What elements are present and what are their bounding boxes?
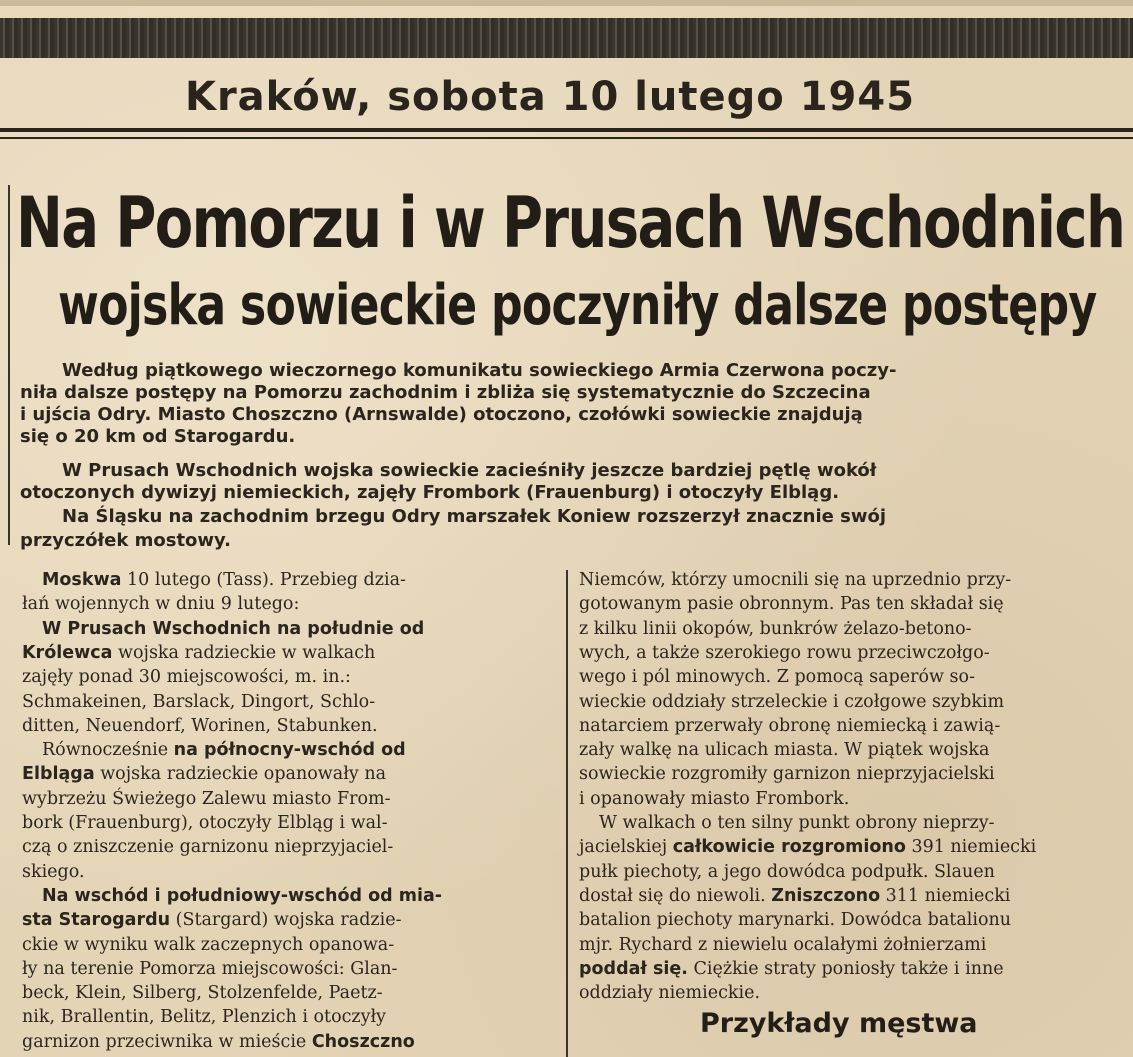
dateline: Kraków, sobota 10 lutego 1945 — [184, 74, 916, 120]
left-column-line — [42, 884, 442, 908]
left-column-line: łań wojennych w dniu 9 lutego: — [22, 594, 300, 615]
lead-line: niła dalsze postępy na Pomorzu zachodnim i zbliża się systematycznie do Szczecina — [20, 382, 871, 403]
bold-phrase: sta Starogardu — [22, 910, 171, 931]
bold-phrase: Elbląga — [22, 764, 95, 785]
right-column-line: natarciem przerwały obronę niemiecką i zawią- — [579, 715, 1001, 736]
right-column-line: z kilku linii okopów, bunkrów żelazo-betono- — [579, 618, 972, 639]
bold-phrase: W Prusach Wschodnich na południe od — [42, 618, 425, 639]
right-column-line: Niemców, którzy umocnili się na uprzednio przy- — [579, 570, 1012, 590]
right-column-line: mjr. Rychard z niewielu ocalałymi żołnierzami — [579, 934, 987, 955]
right-column-line: pułk piechoty, a jego dowódca podpułk. Slauen — [579, 861, 995, 882]
left-column-line: Moskwa 10 lutego (Tass). Przebieg dzia- — [42, 570, 406, 590]
right-column-line: gotowanym pasie obronnym. Pas ten składał się — [579, 594, 1004, 615]
headline-sub: wojska sowieckie poczyniły dalsze postępy — [58, 273, 1097, 338]
double-rule-bottom — [0, 137, 1133, 139]
right-column-line: batalion piechoty marynarki. Dowódca batalionu — [579, 910, 1012, 931]
right-column-line: wego i pól minowych. Z pomocą saperów so- — [579, 667, 975, 688]
bold-phrase: na północny-wschód od — [173, 740, 406, 761]
left-column-line: ditten, Neuendorf, Worinen, Stabunken. — [22, 715, 378, 736]
left-column-line: Równocześnie na północny-wschód od — [42, 740, 406, 761]
bold-phrase: Królewca — [22, 642, 113, 663]
bold-phrase: całkowicie rozgromiono — [672, 837, 906, 858]
left-column-line: sta Starogardu (Stargard) wojska radzie- — [22, 910, 402, 931]
right-column-line: wieckie oddziały strzeleckie i czołgowe szybkim — [579, 691, 1005, 712]
lead-line: i ujścia Odry. Miasto Choszczno (Arnswalde) otoczono, czołówki sowieckie znajdują — [20, 404, 863, 425]
right-column-line: dostał się do niewoli. Zniszczono 311 niemiecki — [579, 885, 1011, 906]
left-column-line — [42, 617, 424, 641]
left-column-line: Schmakeinen, Barslack, Dingort, Schlo- — [22, 691, 376, 712]
right-column-line: wych, a także szerokiego rowu przeciwczołgo- — [579, 642, 990, 663]
left-column-line: zajęły ponad 30 miejscowości, m. in.: — [22, 667, 351, 688]
lead-line: się o 20 km od Starogardu. — [20, 426, 296, 447]
lead-line: Według piątkowego wieczornego komunikatu sowieckiego Armia Czerwona poczy- — [62, 360, 897, 381]
column-divider — [566, 570, 568, 1057]
lead-line: przyczółek mostowy. — [20, 530, 231, 551]
left-column-line: bork (Frauenburg), otoczyły Elbląg i wal- — [22, 813, 388, 833]
masthead-band — [0, 18, 1133, 58]
right-column-line: poddał się. Ciężkie straty poniosły także i inne — [579, 958, 1004, 979]
lead-line: Na Śląsku na zachodnim brzegu Odry marszałek Koniew rozszerzył znacznie swój — [62, 506, 886, 527]
bold-phrase: Na wschód i południowy-wschód od mia- — [42, 885, 443, 906]
left-column-line: Elbląga wojska radzieckie opanowały na — [22, 764, 387, 785]
article-border — [8, 185, 10, 545]
left-column-line: ckie w wyniku walk zaczepnych opanowa- — [22, 934, 395, 955]
section-subheading: Przykłady męstwa — [700, 1008, 978, 1039]
lead-line: W Prusach Wschodnich wojska sowieckie zacieśniły jeszcze bardziej pętlę wokół — [62, 460, 877, 481]
headline-main: Na Pomorzu i w Prusach Wschodnich — [16, 182, 1125, 264]
left-column-line: czą o zniszczenie garnizonu nieprzyjaciel- — [22, 837, 394, 858]
double-rule-top — [0, 128, 1133, 132]
paper-edge — [0, 0, 1133, 6]
left-column-line: nik, Brallentin, Belitz, Plenzich i otoczyły — [22, 1007, 387, 1028]
left-column-line: garnizon przeciwnika w mieście Choszczno — [22, 1031, 415, 1052]
left-column-line: Królewca wojska radzieckie w walkach — [22, 642, 376, 663]
lead-line: otoczonych dywizyj niemieckich, zajęły Frombork (Frauenburg) i otoczyły Elbląg. — [20, 482, 840, 503]
left-column-line: skiego. — [22, 861, 85, 882]
left-column-line: ły na terenie Pomorza miejscowości: Glan- — [22, 958, 398, 979]
right-column-line: W walkach o ten silny punkt obrony nieprzy- — [599, 813, 995, 833]
right-column-line: zały walkę na ulicach miasta. W piątek wojska — [579, 740, 990, 761]
right-column-line: sowieckie rozgromiły garnizon nieprzyjacielski — [579, 764, 995, 785]
left-column-line: wybrzeżu Świeżego Zalewu miasto From- — [22, 788, 391, 809]
bold-phrase: Moskwa — [42, 570, 122, 590]
right-column-line: i opanowały miasto Frombork. — [579, 788, 850, 809]
left-column-line: beck, Klein, Silberg, Stolzenfelde, Paetz- — [22, 983, 383, 1004]
bold-phrase: poddał się. — [579, 958, 688, 979]
bold-phrase: Choszczno — [311, 1031, 415, 1052]
right-column-line: jacielskiej całkowicie rozgromiono 391 niemiecki — [579, 837, 1037, 858]
right-column-line: oddziały niemieckie. — [579, 983, 761, 1004]
bold-phrase: Zniszczono — [771, 885, 881, 906]
